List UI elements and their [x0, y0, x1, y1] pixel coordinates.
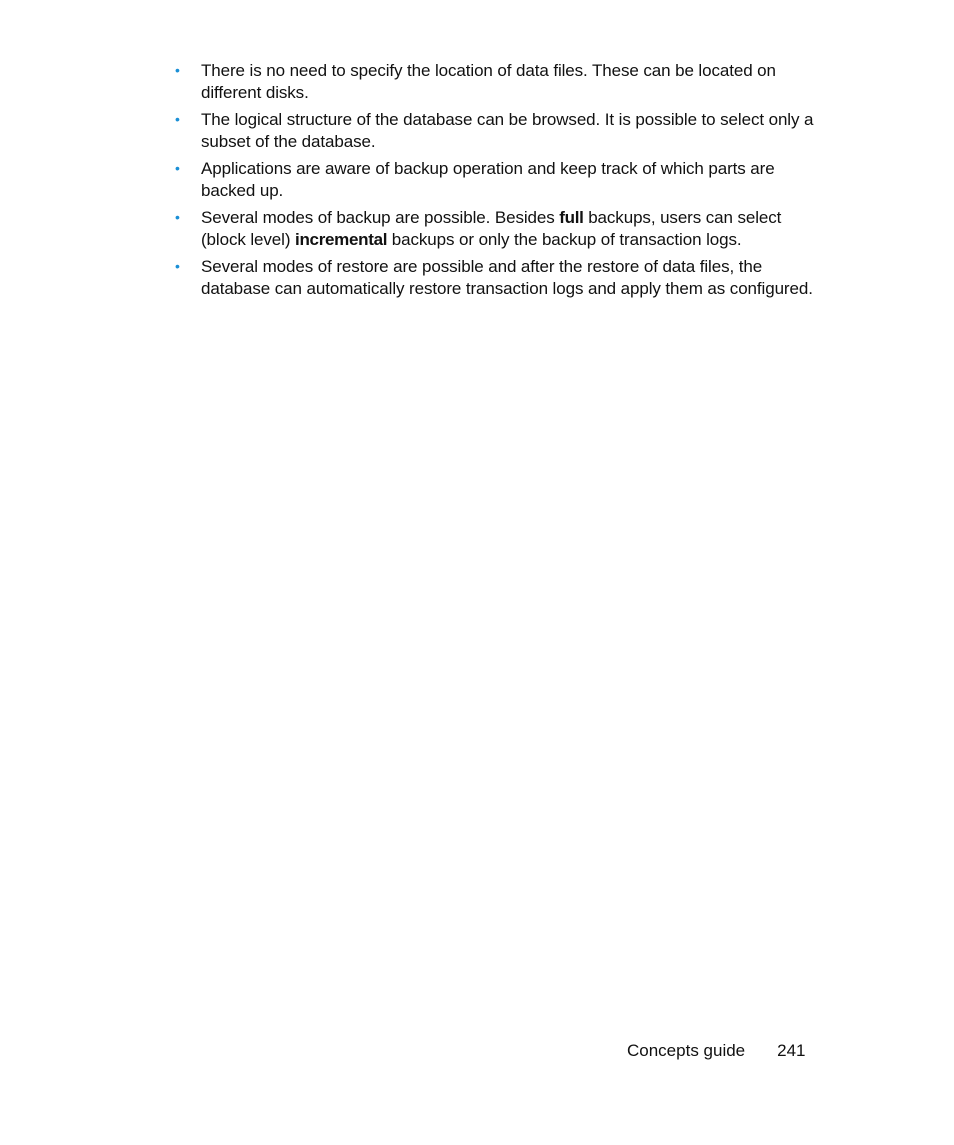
bullet-text: There is no need to specify the location of data files. These can be located on different disks. — [201, 61, 776, 102]
page-number: 241 — [777, 1041, 806, 1060]
list-item — [174, 207, 824, 250]
bullet-text-segment: backups or only the backup of transaction logs. — [387, 229, 742, 249]
list-item — [174, 109, 824, 152]
bullet-text-segment: backups, users can select (block level) — [201, 208, 782, 249]
list-item — [174, 256, 824, 299]
bold-term-full: full — [559, 208, 584, 227]
list-item — [174, 60, 824, 103]
bold-term-incremental: incremental — [295, 229, 388, 249]
footer-title: Concepts guide — [627, 1041, 746, 1060]
bullet-icon: • — [175, 160, 180, 176]
bullet-icon: • — [175, 209, 180, 225]
bullet-icon: • — [175, 62, 180, 78]
page-footer — [627, 1040, 806, 1062]
bullet-text-segment: Several modes of backup are possible. Besides — [201, 208, 560, 227]
bullet-text: Applications are aware of backup operation and keep track of which parts are backed up. — [201, 159, 775, 200]
bullet-list — [174, 60, 824, 305]
bullet-text: Several modes of restore are possible and after the restore of data files, the database can automatically restore transaction logs and apply them as configured. — [201, 257, 813, 298]
bullet-text: The logical structure of the database can be browsed. It is possible to select only a subset of the database. — [201, 110, 814, 151]
bullet-icon: • — [175, 258, 180, 274]
list-item — [174, 158, 824, 201]
bullet-icon: • — [175, 111, 180, 127]
